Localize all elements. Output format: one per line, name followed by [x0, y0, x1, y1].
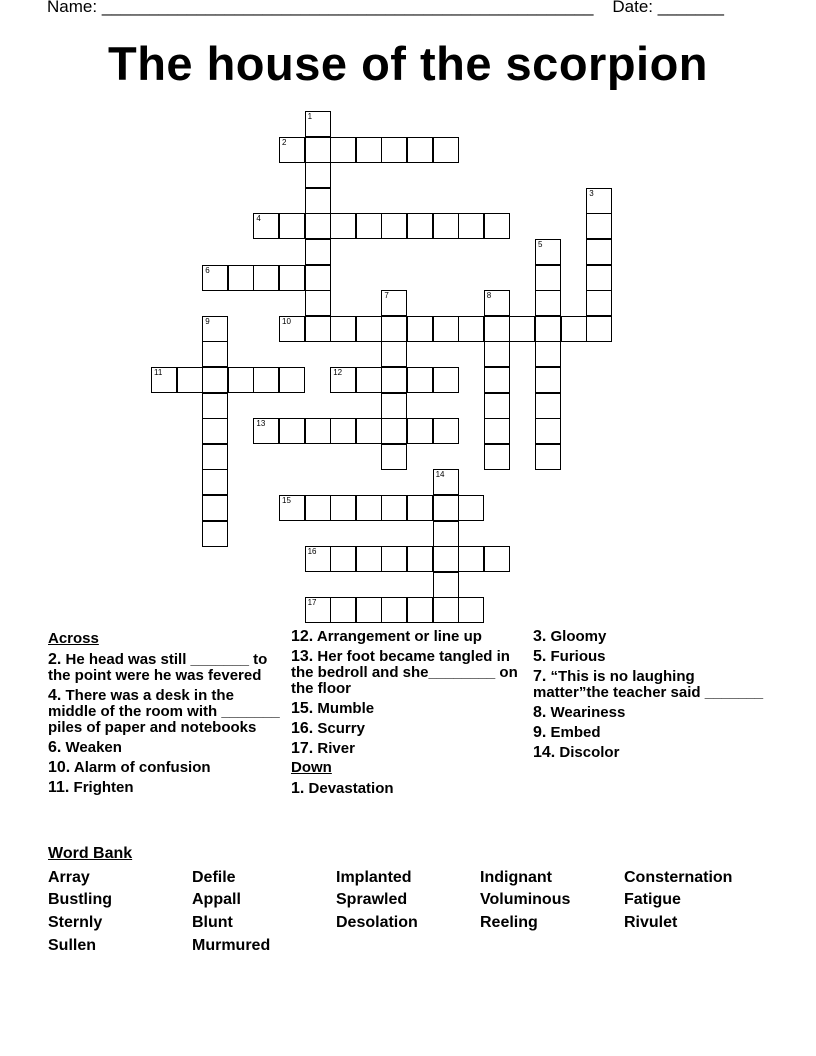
crossword-cell[interactable]	[535, 367, 561, 393]
clue-number: 17.	[291, 740, 314, 757]
crossword-cell[interactable]	[484, 290, 510, 316]
crossword-cell[interactable]	[305, 265, 331, 291]
crossword-cell[interactable]	[381, 316, 407, 342]
word-bank-word: Bustling	[48, 891, 112, 908]
word-bank-heading: Word Bank	[48, 845, 133, 862]
crossword-cell[interactable]	[202, 521, 228, 547]
clue-number: 12.	[291, 628, 314, 645]
crossword-cell[interactable]	[356, 316, 382, 342]
clue-across-11	[48, 780, 284, 796]
word-bank-word: Consternation	[624, 869, 733, 886]
crossword-cell[interactable]	[407, 597, 433, 623]
crossword-cell[interactable]	[586, 265, 612, 291]
page-title: The house of the scorpion	[107, 37, 709, 90]
crossword-cell[interactable]	[202, 418, 228, 444]
crossword-cell[interactable]	[484, 418, 510, 444]
clue-across-2	[48, 652, 284, 684]
crossword-cell[interactable]	[305, 111, 331, 137]
crossword-cell[interactable]	[228, 265, 254, 291]
crossword-cell[interactable]	[586, 239, 612, 265]
cell-number: 12	[333, 368, 343, 377]
crossword-cell[interactable]	[407, 213, 433, 239]
cell-number: 14	[435, 470, 445, 480]
crossword-cell[interactable]	[356, 546, 382, 572]
crossword-cell[interactable]	[279, 495, 305, 521]
date-label: Date:	[612, 0, 653, 16]
clue-text: Frighten	[73, 779, 134, 796]
crossword-cell[interactable]	[535, 341, 561, 367]
word-bank-word: Array	[48, 869, 90, 886]
crossword-cell[interactable]	[305, 495, 331, 521]
cell-number: 6	[205, 265, 210, 275]
crossword-cell[interactable]	[407, 367, 433, 393]
clue-number: 10.	[48, 759, 71, 776]
crossword-cell[interactable]	[253, 418, 279, 444]
crossword-cell[interactable]	[253, 367, 279, 393]
crossword-cell[interactable]	[381, 393, 407, 419]
clue-text: Gloomy	[550, 628, 607, 645]
clue-text: Discolor	[559, 744, 620, 761]
clue-number: 16.	[291, 720, 314, 737]
crossword-cell[interactable]	[279, 213, 305, 239]
cell-number: 17	[307, 598, 317, 608]
crossword-cell[interactable]	[356, 597, 382, 623]
clue-across-10	[48, 760, 284, 776]
crossword-cell[interactable]	[586, 213, 612, 239]
crossword-cell[interactable]	[305, 290, 331, 316]
crossword-cell[interactable]	[381, 444, 407, 470]
crossword-cell[interactable]	[356, 418, 382, 444]
crossword-cell[interactable]	[484, 393, 510, 419]
crossword-cell[interactable]	[279, 418, 305, 444]
clue-column-2	[291, 629, 527, 797]
clue-down-3	[533, 629, 773, 645]
crossword-cell[interactable]	[381, 418, 407, 444]
crossword-cell[interactable]	[356, 367, 382, 393]
crossword-cell[interactable]	[535, 393, 561, 419]
crossword-cell[interactable]	[381, 341, 407, 367]
crossword-cell[interactable]	[305, 546, 331, 572]
crossword-cell[interactable]	[330, 546, 356, 572]
word-bank-word: Implanted	[336, 869, 412, 886]
crossword-cell[interactable]	[279, 137, 305, 163]
clue-number: 1.	[291, 780, 305, 797]
crossword-cell[interactable]	[330, 137, 356, 163]
clue-number: 8.	[533, 704, 547, 721]
clue-down-14	[533, 745, 773, 761]
clue-text: Furious	[550, 648, 606, 665]
crossword-cell[interactable]	[330, 213, 356, 239]
crossword-cell[interactable]	[330, 316, 356, 342]
word-bank-word: Sprawled	[336, 891, 408, 908]
crossword-cell[interactable]	[202, 316, 228, 342]
cell-number: 4	[256, 214, 261, 224]
crossword-cell[interactable]	[381, 495, 407, 521]
clue-down-7	[533, 669, 773, 701]
clue-across-13	[291, 649, 527, 697]
word-bank-word: Sullen	[48, 937, 97, 954]
crossword-cell[interactable]	[484, 341, 510, 367]
crossword-cell[interactable]	[381, 213, 407, 239]
crossword-cell[interactable]	[381, 597, 407, 623]
crossword-cell[interactable]	[356, 213, 382, 239]
word-bank-word: Blunt	[192, 914, 233, 931]
clue-text: Embed	[550, 724, 601, 741]
crossword-cell[interactable]	[484, 367, 510, 393]
crossword-cell[interactable]	[381, 367, 407, 393]
crossword-cell[interactable]	[535, 265, 561, 291]
word-bank-word: Reeling	[480, 914, 538, 931]
cell-number: 11	[154, 368, 163, 377]
crossword-cell[interactable]	[253, 213, 279, 239]
cell-number: 8	[486, 291, 492, 301]
crossword-cell[interactable]	[433, 521, 459, 547]
crossword-cell[interactable]	[407, 418, 433, 444]
crossword-cell[interactable]	[433, 137, 459, 163]
crossword-cell[interactable]	[433, 495, 459, 521]
clue-number: 14.	[533, 744, 556, 761]
down-heading: Down	[291, 759, 332, 776]
crossword-cell[interactable]	[433, 418, 459, 444]
word-bank-word: Defile	[192, 869, 236, 886]
cell-number: 16	[307, 547, 317, 557]
crossword-cell[interactable]	[305, 188, 331, 214]
crossword-cell[interactable]	[458, 213, 484, 239]
clue-number: 3.	[533, 628, 547, 645]
clue-number: 9.	[533, 724, 547, 741]
clue-text: Scurry	[317, 720, 365, 737]
cell-number: 5	[538, 240, 543, 249]
crossword-cell[interactable]	[586, 316, 612, 342]
crossword-cell[interactable]	[305, 162, 331, 188]
clue-number: 6.	[48, 739, 62, 756]
word-bank-word: Desolation	[336, 914, 418, 931]
clue-across-16	[291, 721, 527, 737]
crossword-cell[interactable]	[177, 367, 203, 393]
crossword-cell[interactable]	[305, 418, 331, 444]
cell-number: 2	[282, 137, 287, 147]
clue-number: 2.	[48, 651, 62, 668]
crossword-cell[interactable]	[151, 367, 177, 393]
crossword-cell[interactable]	[330, 418, 356, 444]
word-bank-word: Sternly	[48, 914, 103, 931]
date-blank[interactable]: _______	[657, 0, 724, 16]
crossword-cell[interactable]	[407, 495, 433, 521]
clue-number: 15.	[291, 700, 314, 717]
crossword-cell[interactable]	[458, 316, 484, 342]
crossword-cell[interactable]	[305, 597, 331, 623]
cell-number: 3	[589, 188, 594, 198]
clue-text: There was a desk in the middle of the room with _______ piles of paper and notebooks	[48, 687, 280, 736]
crossword-cell[interactable]	[381, 546, 407, 572]
across-heading: Across	[48, 630, 99, 647]
crossword-cell[interactable]	[330, 495, 356, 521]
crossword-cell[interactable]	[433, 572, 459, 598]
clue-column-3	[533, 629, 773, 761]
clue-column-1	[48, 628, 284, 796]
crossword-cell[interactable]	[458, 495, 484, 521]
crossword-cell[interactable]	[407, 137, 433, 163]
crossword-cell[interactable]	[279, 265, 305, 291]
crossword-cell[interactable]	[535, 239, 561, 265]
word-bank-word: Fatigue	[624, 891, 681, 908]
name-blank[interactable]: ____________________________________________________	[101, 0, 594, 16]
cell-number: 7	[384, 291, 389, 301]
clue-across-15	[291, 701, 527, 717]
clue-text: River	[317, 740, 355, 757]
crossword-cell[interactable]	[407, 546, 433, 572]
crossword-cell[interactable]	[535, 444, 561, 470]
clue-text: Mumble	[317, 700, 375, 717]
word-bank-word: Rivulet	[624, 914, 678, 931]
word-bank-word: Indignant	[480, 869, 552, 886]
clue-text: Weariness	[550, 704, 626, 721]
crossword-cell[interactable]	[253, 265, 279, 291]
crossword-cell[interactable]	[381, 137, 407, 163]
crossword-cell[interactable]	[202, 265, 228, 291]
crossword-cell[interactable]	[484, 213, 510, 239]
crossword-cell[interactable]	[433, 316, 459, 342]
crossword-cell[interactable]	[305, 239, 331, 265]
clue-text: “This is no laughing matter”the teacher said _______	[533, 668, 764, 701]
clue-down-9	[533, 725, 773, 741]
clue-number: 4.	[48, 687, 62, 704]
crossword-cell[interactable]	[586, 290, 612, 316]
crossword-cell[interactable]	[484, 444, 510, 470]
word-bank-word: Appall	[192, 891, 241, 908]
crossword-cell[interactable]	[330, 367, 356, 393]
crossword-cell[interactable]	[433, 367, 459, 393]
clue-number: 13.	[291, 648, 314, 665]
crossword-cell[interactable]	[356, 495, 382, 521]
crossword-cell[interactable]	[202, 393, 228, 419]
word-bank-word: Murmured	[192, 937, 271, 954]
cell-number: 9	[205, 316, 210, 326]
clue-text: Her foot became tangled in the bedroll and she________ on the floor	[291, 648, 518, 697]
crossword-cell[interactable]	[305, 137, 331, 163]
clue-number: 5.	[533, 648, 547, 665]
crossword-cell[interactable]	[484, 316, 510, 342]
crossword-cell[interactable]	[356, 137, 382, 163]
crossword-cell[interactable]	[433, 597, 459, 623]
clue-down-5	[533, 649, 773, 665]
name-label: Name:	[47, 0, 98, 16]
crossword-cell[interactable]	[433, 213, 459, 239]
crossword-cell[interactable]	[202, 469, 228, 495]
cell-number: 15	[282, 496, 291, 505]
clue-number: 11.	[48, 779, 70, 796]
crossword-cell[interactable]	[202, 367, 228, 393]
crossword-cell[interactable]	[202, 495, 228, 521]
crossword-cell[interactable]	[279, 367, 305, 393]
crossword-cell[interactable]	[561, 316, 587, 342]
clue-text: Weaken	[65, 739, 122, 756]
crossword-cell[interactable]	[535, 290, 561, 316]
crossword-cell[interactable]	[407, 316, 433, 342]
clue-down-1	[291, 781, 527, 797]
crossword-cell[interactable]	[509, 316, 535, 342]
crossword-cell[interactable]	[535, 418, 561, 444]
clue-across-12	[291, 629, 527, 645]
clue-number: 7.	[533, 668, 547, 685]
crossword-cell[interactable]	[433, 469, 459, 495]
crossword-cell[interactable]	[202, 444, 228, 470]
cell-number: 10	[282, 316, 291, 326]
crossword-cell[interactable]	[381, 290, 407, 316]
crossword-cell[interactable]	[228, 367, 254, 393]
clue-text: He head was still _______ to the point were he was fevered	[48, 651, 268, 684]
crossword-cell[interactable]	[279, 316, 305, 342]
crossword-cell[interactable]	[484, 546, 510, 572]
clue-across-17	[291, 741, 527, 757]
crossword-cell[interactable]	[586, 188, 612, 214]
crossword-cell[interactable]	[433, 546, 459, 572]
cell-number: 1	[307, 112, 313, 121]
word-bank-word: Voluminous	[480, 891, 571, 908]
clue-text: Arrangement or line up	[316, 628, 482, 645]
crossword-cell[interactable]	[458, 546, 484, 572]
clue-text: Alarm of confusion	[73, 759, 211, 776]
clue-across-6	[48, 740, 284, 756]
clue-down-8	[533, 705, 773, 721]
crossword-cell[interactable]	[535, 316, 561, 342]
crossword-cell[interactable]	[330, 597, 356, 623]
crossword-cell[interactable]	[305, 316, 331, 342]
cell-number: 13	[256, 419, 266, 429]
crossword-cell[interactable]	[202, 341, 228, 367]
crossword-cell[interactable]	[458, 597, 484, 623]
clue-across-4	[48, 688, 284, 736]
crossword-cell[interactable]	[305, 213, 331, 239]
clue-text: Devastation	[308, 780, 394, 797]
